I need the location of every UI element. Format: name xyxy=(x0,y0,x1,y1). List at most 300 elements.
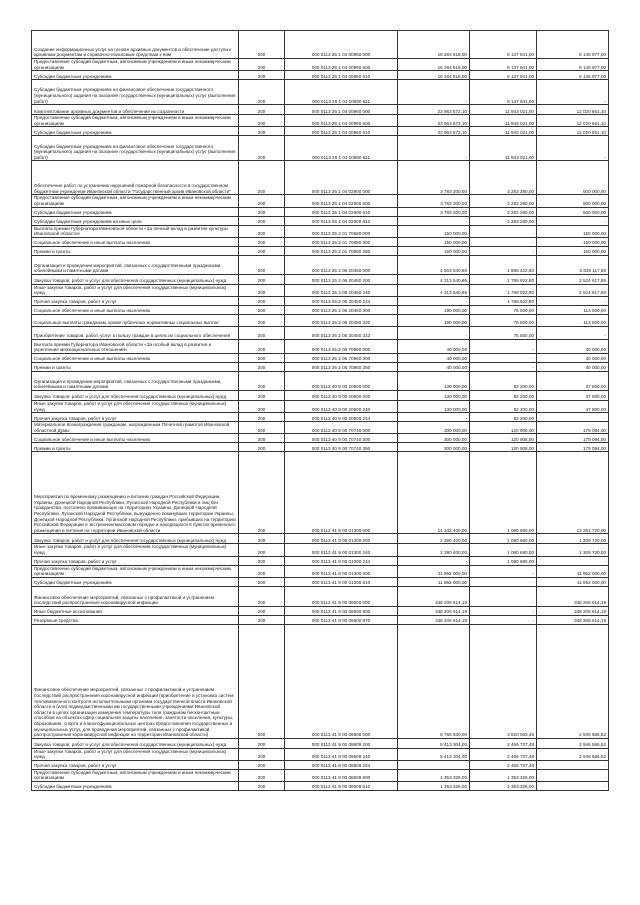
row-name-cell: Субсидии бюджетным учреждениям xyxy=(32,207,239,216)
row-budget-code-cell: 000 0113 41 9 00 08609 200 xyxy=(285,738,398,748)
row-executed-amount-cell: 11 943 021,00 xyxy=(470,105,537,115)
row-budget-code-cell: 000 0113 25 1 04 02900 610 xyxy=(285,207,398,216)
row-name-cell: Субсидии бюджетным учреждениям xyxy=(32,577,239,586)
row-budget-code-cell: 000 0113 41 9 00 08609 244 xyxy=(285,760,398,769)
row-budget-code-cell: 000 0113 25 2 01 70680 000 xyxy=(285,225,398,237)
row-remaining-amount-cell: 40 000,00 xyxy=(537,353,609,362)
row-name-cell: Премии и гранты xyxy=(32,443,239,452)
table-row xyxy=(32,59,609,71)
row-budget-code-cell: 000 0113 25 2 06 70960 000 xyxy=(285,339,398,353)
row-executed-amount-cell: 1 080 680,00 xyxy=(470,452,537,534)
row-approved-amount-cell: 300 000,00 xyxy=(398,434,470,443)
row-approved-amount-cell: 150 000,00 xyxy=(398,225,470,237)
table-row xyxy=(32,782,609,791)
table-row xyxy=(32,760,609,769)
table-row xyxy=(32,606,609,615)
row-approved-amount-cell: - xyxy=(398,760,470,769)
row-remaining-amount-cell: 348 206 614,19 xyxy=(537,615,609,624)
row-remaining-amount-cell: 348 206 614,19 xyxy=(537,586,609,606)
table-row xyxy=(32,127,609,136)
row-line-code-cell: 200 xyxy=(239,71,285,80)
row-remaining-amount-cell: 1 309 720,00 xyxy=(537,544,609,556)
row-budget-code-cell: 000 0113 25 2 06 20460 200 xyxy=(285,274,398,284)
table-row xyxy=(32,413,609,422)
table-row xyxy=(32,136,609,161)
row-name-cell: Резервные средства xyxy=(32,615,239,624)
row-budget-code-cell: 000 0113 41 9 00 08600 870 xyxy=(285,615,398,624)
row-name-cell: Финансовое обеспечение мероприятий, связанных с профилактикой и устранением последствий распространения коронавирусной инфекции (приобретение и установка систем тепловизионного контроля исполнительными органами государственной власти Ивановской области и (или) подведомственными им государственными учреждениями Ивановской области в целях организации измерения температуры тела гражданам бесконтактным способом на объектах сфер социальной защиты населения, занятости населения, культуры, образования, спорта и в многофункциональных центрах предоставления государственных и муниципальных услуг, для проведения мероприятий, связанных с профилактикой распространения коронавирусной инфекции на территории Ивановской области) xyxy=(32,624,239,738)
table-body xyxy=(32,31,609,791)
row-name-cell: Предоставление субсидий бюджетным, автономным учреждениям и иным некоммерческим организациям xyxy=(32,565,239,577)
row-line-code-cell: 200 xyxy=(239,105,285,115)
table-row xyxy=(32,769,609,781)
table-row xyxy=(32,422,609,434)
row-line-code-cell: 200 xyxy=(239,31,285,59)
table-row xyxy=(32,738,609,748)
table-row xyxy=(32,207,609,216)
row-name-cell: Закупка товаров, работ и услуг для обеспечения государственных (муниципальных) нужд xyxy=(32,534,239,544)
row-remaining-amount-cell: 12 020 651,10 xyxy=(537,105,609,115)
row-name-cell: Субсидии бюджетным учреждениям на иные цели xyxy=(32,216,239,225)
row-line-code-cell: 200 xyxy=(239,296,285,305)
row-remaining-amount-cell: 179 094,00 xyxy=(537,443,609,452)
row-line-code-cell: 200 xyxy=(239,422,285,434)
row-executed-amount-cell: 2 466 737,48 xyxy=(470,760,537,769)
row-line-code-cell: 200 xyxy=(239,738,285,748)
row-executed-amount-cell: 3 820 063,48 xyxy=(470,624,537,738)
row-executed-amount-cell: - xyxy=(470,606,537,615)
row-budget-code-cell: 000 0113 25 1 04 02900 612 xyxy=(285,216,398,225)
row-executed-amount-cell: 8 137 941,00 xyxy=(470,80,537,105)
row-remaining-amount-cell: - xyxy=(537,296,609,305)
row-remaining-amount-cell: 500 000,00 xyxy=(537,195,609,207)
row-budget-code-cell: 000 0113 25 2 06 70960 300 xyxy=(285,353,398,362)
row-executed-amount-cell: 2 466 737,48 xyxy=(470,738,537,748)
row-approved-amount-cell: 6 766 630,00 xyxy=(398,624,470,738)
row-executed-amount-cell: 76 500,00 xyxy=(470,314,537,326)
row-line-code-cell: 200 xyxy=(239,246,285,255)
row-line-code-cell: 200 xyxy=(239,284,285,296)
document-page xyxy=(31,30,608,791)
row-executed-amount-cell: 3 283 280,00 xyxy=(470,216,537,225)
row-name-cell: Субсидии бюджетным учреждениям xyxy=(32,127,239,136)
row-line-code-cell: 200 xyxy=(239,255,285,274)
row-remaining-amount-cell: 8 146 977,00 xyxy=(537,71,609,80)
row-budget-code-cell: 000 0113 25 1 04 00960 611 xyxy=(285,136,398,161)
row-remaining-amount-cell: 500 000,00 xyxy=(537,161,609,195)
row-line-code-cell: 200 xyxy=(239,80,285,105)
row-executed-amount-cell: 1 080 680,00 xyxy=(470,556,537,565)
row-budget-code-cell: 000 0113 25 2 01 70680 350 xyxy=(285,246,398,255)
table-row xyxy=(32,195,609,207)
row-executed-amount-cell: 120 906,00 xyxy=(470,443,537,452)
row-budget-code-cell: 000 0113 40 9 00 70740 350 xyxy=(285,443,398,452)
row-line-code-cell: 200 xyxy=(239,534,285,544)
row-budget-code-cell: 000 0113 25 1 04 00950 600 xyxy=(285,59,398,71)
row-remaining-amount-cell: 2 638 117,86 xyxy=(537,255,609,274)
row-name-cell: Иные бюджетные ассигнования xyxy=(32,606,239,615)
row-remaining-amount-cell: 2 946 566,52 xyxy=(537,748,609,760)
row-executed-amount-cell: 82 200,00 xyxy=(470,413,537,422)
row-name-cell: Иные закупки товаров, работ и услуг для обеспечения государственных (муниципальных) нужд xyxy=(32,400,239,412)
row-name-cell: Иные закупки товаров, работ и услуг для обеспечения государственных (муниципальных) нужд xyxy=(32,544,239,556)
table-row xyxy=(32,115,609,127)
table-row xyxy=(32,534,609,544)
row-line-code-cell: 200 xyxy=(239,274,285,284)
row-line-code-cell: 200 xyxy=(239,353,285,362)
row-remaining-amount-cell: 348 206 614,19 xyxy=(537,606,609,615)
row-budget-code-cell: 000 0113 25 1 04 00950 610 xyxy=(285,71,398,80)
row-approved-amount-cell: 40 000,00 xyxy=(398,353,470,362)
row-executed-amount-cell: - xyxy=(470,225,537,237)
row-name-cell: Субсидии бюджетным учреждениям xyxy=(32,782,239,791)
table-row xyxy=(32,80,609,105)
budget-execution-table xyxy=(31,30,609,791)
row-approved-amount-cell: 150 000,00 xyxy=(398,237,470,246)
row-budget-code-cell: 000 0113 41 9 00 08609 610 xyxy=(285,782,398,791)
row-executed-amount-cell: - xyxy=(470,565,537,577)
table-row xyxy=(32,246,609,255)
row-budget-code-cell: 000 0113 25 1 04 00950 611 xyxy=(285,80,398,105)
row-executed-amount-cell: 76 500,00 xyxy=(470,326,537,339)
row-budget-code-cell: 000 0113 40 9 00 70740 000 xyxy=(285,422,398,434)
row-name-cell: Социальное обеспечение и иные выплаты населению xyxy=(32,305,239,314)
row-line-code-cell: 200 xyxy=(239,362,285,371)
row-approved-amount-cell: 348 206 614,19 xyxy=(398,606,470,615)
row-approved-amount-cell: 5 413 304,00 xyxy=(398,748,470,760)
row-executed-amount-cell: 3 283 280,00 xyxy=(470,207,537,216)
row-executed-amount-cell: 82 200,00 xyxy=(470,390,537,400)
row-remaining-amount-cell: 2 946 566,52 xyxy=(537,738,609,748)
table-row xyxy=(32,296,609,305)
row-executed-amount-cell: - xyxy=(470,246,537,255)
row-executed-amount-cell: 1 353 326,00 xyxy=(470,782,537,791)
row-approved-amount-cell: 130 000,00 xyxy=(398,371,470,390)
row-name-cell: Предоставление субсидий бюджетным, автономным учреждениям и иным некоммерческим организациям xyxy=(32,195,239,207)
row-executed-amount-cell: 1 865 422,80 xyxy=(470,255,537,274)
row-executed-amount-cell: - xyxy=(470,577,537,586)
row-line-code-cell: 200 xyxy=(239,434,285,443)
row-approved-amount-cell: 4 503 540,66 xyxy=(398,255,470,274)
row-line-code-cell: 200 xyxy=(239,161,285,195)
table-row xyxy=(32,255,609,274)
table-row xyxy=(32,105,609,115)
row-name-cell: Выплата премии Губернатора Ивановской области «За особый вклад в развитие и укрепление межнациональных отношений» xyxy=(32,339,239,353)
row-line-code-cell: 200 xyxy=(239,390,285,400)
table-row xyxy=(32,586,609,606)
row-approved-amount-cell: 40 000,00 xyxy=(398,339,470,353)
row-line-code-cell: 200 xyxy=(239,782,285,791)
row-line-code-cell: 200 xyxy=(239,606,285,615)
row-budget-code-cell: 000 0113 25 2 01 70680 300 xyxy=(285,237,398,246)
row-line-code-cell: 200 xyxy=(239,586,285,606)
row-approved-amount-cell: 4 313 540,66 xyxy=(398,284,470,296)
row-name-cell: Иные закупки товаров, работ и услуг для обеспечения государственных (муниципальных) нужд xyxy=(32,748,239,760)
table-row xyxy=(32,284,609,296)
row-approved-amount-cell: 11 952 000,00 xyxy=(398,565,470,577)
row-approved-amount-cell: 14 342 400,00 xyxy=(398,452,470,534)
row-remaining-amount-cell: 47 800,00 xyxy=(537,390,609,400)
table-row xyxy=(32,577,609,586)
row-remaining-amount-cell: - xyxy=(537,326,609,339)
row-budget-code-cell: 000 0113 41 9 00 08609 000 xyxy=(285,624,398,738)
row-name-cell: Прочая закупка товаров, работ и услуг xyxy=(32,556,239,565)
table-row xyxy=(32,71,609,80)
row-executed-amount-cell: - xyxy=(470,353,537,362)
row-remaining-amount-cell: 11 952 000,00 xyxy=(537,565,609,577)
table-row xyxy=(32,565,609,577)
row-remaining-amount-cell: 11 952 000,00 xyxy=(537,577,609,586)
row-executed-amount-cell: 1 788 922,80 xyxy=(470,274,537,284)
row-executed-amount-cell: 8 137 941,00 xyxy=(470,59,537,71)
row-line-code-cell: 200 xyxy=(239,225,285,237)
row-name-cell: Предоставление субсидий бюджетным, автономным учреждениям и иным некоммерческим организациям xyxy=(32,115,239,127)
row-remaining-amount-cell: - xyxy=(537,760,609,769)
row-budget-code-cell: 000 0113 40 9 00 70740 300 xyxy=(285,434,398,443)
row-approved-amount-cell: 23 963 672,10 xyxy=(398,105,470,115)
row-name-cell: Материальное вознаграждение гражданам, награжденным Почетной грамотой Ивановской областной Думы xyxy=(32,422,239,434)
row-approved-amount-cell: - xyxy=(398,326,470,339)
row-budget-code-cell: 000 0113 25 2 06 20460 320 xyxy=(285,314,398,326)
table-row xyxy=(32,274,609,284)
row-executed-amount-cell: 8 137 941,00 xyxy=(470,31,537,59)
row-name-cell: Прочая закупка товаров, работ и услуг xyxy=(32,413,239,422)
row-budget-code-cell: 000 0113 41 9 00 01300 240 xyxy=(285,544,398,556)
row-name-cell: Мероприятия по временному размещению и питанию граждан Российской Федерации, Украины, Донецкой Народной Республики, Луганской Народной Республики и лиц без гражданства, постоянно проживающих на территориях Украины, Донецкой Народной Республики, Луганской Народной Республики, вынужденно покинувших территории Украины, Донецкой Народной Республики, Луганской Народной Республики, прибывших на территорию Российской Федерации в экстренном массовом порядке и находящихся в пунктах временного размещения и питания на территории Ивановской области xyxy=(32,452,239,534)
table-row xyxy=(32,400,609,412)
row-approved-amount-cell: - xyxy=(398,556,470,565)
row-remaining-amount-cell: 40 000,00 xyxy=(537,362,609,371)
row-name-cell: Социальное обеспечение и иные выплаты населению xyxy=(32,353,239,362)
table-row xyxy=(32,371,609,390)
table-row xyxy=(32,362,609,371)
row-remaining-amount-cell: 113 500,00 xyxy=(537,305,609,314)
table-row xyxy=(32,443,609,452)
row-approved-amount-cell: 5 413 304,00 xyxy=(398,738,470,748)
row-line-code-cell: 200 xyxy=(239,624,285,738)
row-remaining-amount-cell: 47 800,00 xyxy=(537,371,609,390)
row-name-cell: Закупка товаров, работ и услуг для обеспечения государственных (муниципальных) нужд xyxy=(32,738,239,748)
table-row xyxy=(32,31,609,59)
row-executed-amount-cell: 1 788 922,80 xyxy=(470,284,537,296)
table-row xyxy=(32,748,609,760)
row-remaining-amount-cell: 2 524 617,86 xyxy=(537,274,609,284)
row-budget-code-cell: 000 0113 41 9 00 08609 600 xyxy=(285,769,398,781)
row-approved-amount-cell: 150 000,00 xyxy=(398,246,470,255)
row-executed-amount-cell: 1 080 680,00 xyxy=(470,534,537,544)
row-approved-amount-cell: 4 313 540,66 xyxy=(398,274,470,284)
row-budget-code-cell: 000 0113 41 9 00 08609 240 xyxy=(285,748,398,760)
row-name-cell: Обеспечение работ по устранению нарушений пожарной безопасности в государственном бюджетном учреждении Ивановской области "Государственный архив Ивановской области" xyxy=(32,161,239,195)
row-remaining-amount-cell: 500 000,00 xyxy=(537,207,609,216)
row-approved-amount-cell: 1 353 326,00 xyxy=(398,769,470,781)
row-name-cell: Закупка товаров, работ и услуг для обеспечения государственных (муниципальных) нужд xyxy=(32,274,239,284)
row-approved-amount-cell: 190 000,00 xyxy=(398,305,470,314)
row-name-cell: Субсидии бюджетным учреждениям на финансовое обеспечение государственного (муниципального) задания на оказание государственных (муниципальных) услуг (выполнение работ) xyxy=(32,80,239,105)
row-executed-amount-cell: 120 906,00 xyxy=(470,434,537,443)
row-remaining-amount-cell: - xyxy=(537,782,609,791)
row-name-cell: Финансовое обеспечение мероприятий, связанных с профилактикой и устранением последствий распространения коронавирусной инфекции xyxy=(32,586,239,606)
row-name-cell: Социальные выплаты гражданам, кроме публичных нормативных социальных выплат xyxy=(32,314,239,326)
row-executed-amount-cell: 11 943 021,00 xyxy=(470,127,537,136)
row-approved-amount-cell: - xyxy=(398,296,470,305)
row-remaining-amount-cell: 12 020 651,10 xyxy=(537,115,609,127)
row-budget-code-cell: 000 0113 40 9 00 20500 240 xyxy=(285,400,398,412)
row-name-cell: Прочая закупка товаров, работ и услуг xyxy=(32,760,239,769)
row-remaining-amount-cell: 40 000,00 xyxy=(537,339,609,353)
row-budget-code-cell: 000 0113 40 9 00 20500 000 xyxy=(285,371,398,390)
row-name-cell: Комплектование архивных документов и обеспечение их сохранности xyxy=(32,105,239,115)
table-row xyxy=(32,434,609,443)
row-line-code-cell: 200 xyxy=(239,443,285,452)
row-executed-amount-cell: 11 943 021,00 xyxy=(470,136,537,161)
row-executed-amount-cell: - xyxy=(470,615,537,624)
row-approved-amount-cell: 190 000,00 xyxy=(398,314,470,326)
row-remaining-amount-cell: - xyxy=(537,136,609,161)
row-remaining-amount-cell: 47 800,00 xyxy=(537,400,609,412)
table-row xyxy=(32,216,609,225)
row-name-cell: Премии и гранты xyxy=(32,246,239,255)
row-budget-code-cell: 000 0113 25 2 06 70960 350 xyxy=(285,362,398,371)
table-row xyxy=(32,237,609,246)
row-executed-amount-cell: 1 353 326,00 xyxy=(470,769,537,781)
table-row xyxy=(32,339,609,353)
row-line-code-cell: 200 xyxy=(239,115,285,127)
table-row xyxy=(32,556,609,565)
row-name-cell: Выплата премии Губернатора Ивановской области «За личный вклад в развитие культуры Ивановской области» xyxy=(32,225,239,237)
row-line-code-cell: 200 xyxy=(239,195,285,207)
row-name-cell: Субсидии бюджетным учреждениям xyxy=(32,71,239,80)
table-row xyxy=(32,452,609,534)
row-budget-code-cell: 000 0113 41 9 00 08600 800 xyxy=(285,606,398,615)
row-line-code-cell: 200 xyxy=(239,565,285,577)
table-row xyxy=(32,225,609,237)
row-remaining-amount-cell: 13 261 720,00 xyxy=(537,452,609,534)
row-budget-code-cell: 000 0113 25 1 04 02900 000 xyxy=(285,161,398,195)
row-name-cell: Приобретение товаров, работ, услуг в пользу граждан в целях их социального обеспечения xyxy=(32,326,239,339)
row-budget-code-cell: 000 0113 40 9 00 20500 244 xyxy=(285,413,398,422)
row-remaining-amount-cell: - xyxy=(537,556,609,565)
row-budget-code-cell: 000 0113 25 2 06 20460 244 xyxy=(285,296,398,305)
row-line-code-cell: 200 xyxy=(239,760,285,769)
row-executed-amount-cell: 2 466 737,48 xyxy=(470,748,537,760)
row-budget-code-cell: 000 0113 25 1 04 00960 600 xyxy=(285,115,398,127)
row-executed-amount-cell: 3 283 280,00 xyxy=(470,161,537,195)
row-line-code-cell: 200 xyxy=(239,413,285,422)
row-name-cell: Иные закупки товаров, работ и услуг для обеспечения государственных (муниципальных) нужд xyxy=(32,284,239,296)
row-remaining-amount-cell: 150 000,00 xyxy=(537,225,609,237)
row-approved-amount-cell: - xyxy=(398,80,470,105)
row-line-code-cell: 200 xyxy=(239,136,285,161)
row-name-cell: Организация и проведение мероприятий, связанных с государственными праздниками, юбилейными и памятными датами xyxy=(32,255,239,274)
row-executed-amount-cell: - xyxy=(470,586,537,606)
row-name-cell: Организация и проведение мероприятий, связанных с государственными праздниками, юбилейными и памятными датами xyxy=(32,371,239,390)
row-approved-amount-cell: 1 353 326,00 xyxy=(398,782,470,791)
row-budget-code-cell: 000 0113 41 9 00 01300 244 xyxy=(285,556,398,565)
row-executed-amount-cell: 3 283 280,00 xyxy=(470,195,537,207)
row-line-code-cell: 200 xyxy=(239,615,285,624)
row-remaining-amount-cell: 179 094,00 xyxy=(537,422,609,434)
table-row xyxy=(32,314,609,326)
row-executed-amount-cell: 11 943 021,00 xyxy=(470,115,537,127)
row-approved-amount-cell: 348 206 614,19 xyxy=(398,586,470,606)
row-remaining-amount-cell: - xyxy=(537,413,609,422)
row-approved-amount-cell: 300 000,00 xyxy=(398,443,470,452)
row-budget-code-cell: 000 0113 41 9 00 01300 000 xyxy=(285,452,398,534)
row-executed-amount-cell: - xyxy=(470,237,537,246)
row-approved-amount-cell: 11 952 000,00 xyxy=(398,577,470,586)
table-row xyxy=(32,624,609,738)
row-line-code-cell: 200 xyxy=(239,127,285,136)
row-approved-amount-cell: 130 000,00 xyxy=(398,390,470,400)
row-approved-amount-cell: - xyxy=(398,136,470,161)
row-remaining-amount-cell: 8 146 977,00 xyxy=(537,31,609,59)
table-row xyxy=(32,326,609,339)
row-remaining-amount-cell: 150 000,00 xyxy=(537,237,609,246)
row-executed-amount-cell: - xyxy=(470,362,537,371)
row-budget-code-cell: 000 0113 41 9 00 08600 000 xyxy=(285,586,398,606)
row-approved-amount-cell: 130 000,00 xyxy=(398,400,470,412)
row-approved-amount-cell: 3 783 200,00 xyxy=(398,207,470,216)
row-name-cell: Предоставление субсидий бюджетным, автономным учреждениям и иным некоммерческим организациям xyxy=(32,769,239,781)
table-row xyxy=(32,615,609,624)
table-row xyxy=(32,305,609,314)
row-line-code-cell: 200 xyxy=(239,339,285,353)
row-executed-amount-cell: - xyxy=(470,339,537,353)
row-line-code-cell: 200 xyxy=(239,371,285,390)
row-line-code-cell: 200 xyxy=(239,748,285,760)
row-approved-amount-cell: 16 284 918,00 xyxy=(398,31,470,59)
row-budget-code-cell: 000 0113 25 1 04 00960 610 xyxy=(285,127,398,136)
row-remaining-amount-cell: 113 500,00 xyxy=(537,314,609,326)
table-row xyxy=(32,390,609,400)
row-name-cell: Социальное обеспечение и иные выплаты населению xyxy=(32,237,239,246)
row-remaining-amount-cell: 12 020 651,10 xyxy=(537,127,609,136)
row-budget-code-cell: 000 0113 41 9 00 01300 200 xyxy=(285,534,398,544)
row-name-cell: Премии и гранты xyxy=(32,362,239,371)
row-line-code-cell: 200 xyxy=(239,216,285,225)
row-budget-code-cell: 000 0113 25 2 06 20460 300 xyxy=(285,305,398,314)
row-remaining-amount-cell: 179 094,00 xyxy=(537,434,609,443)
row-remaining-amount-cell: - xyxy=(537,80,609,105)
row-budget-code-cell: 000 0113 25 1 04 02900 600 xyxy=(285,195,398,207)
table-row xyxy=(32,544,609,556)
row-executed-amount-cell: 8 137 941,00 xyxy=(470,71,537,80)
row-line-code-cell: 200 xyxy=(239,59,285,71)
row-budget-code-cell: 000 0113 25 2 06 20460 240 xyxy=(285,284,398,296)
row-approved-amount-cell: 300 000,00 xyxy=(398,422,470,434)
row-name-cell: Прочая закупка товаров, работ и услуг xyxy=(32,296,239,305)
row-approved-amount-cell: 40 000,00 xyxy=(398,362,470,371)
row-budget-code-cell: 000 0113 25 2 06 20460 323 xyxy=(285,326,398,339)
row-approved-amount-cell: 23 963 672,10 xyxy=(398,127,470,136)
row-name-cell: Предоставление субсидий бюджетным, автономным учреждениям и иным некоммерческим организациям xyxy=(32,59,239,71)
row-line-code-cell: 200 xyxy=(239,544,285,556)
row-line-code-cell: 200 xyxy=(239,452,285,534)
row-remaining-amount-cell: 2 524 617,86 xyxy=(537,284,609,296)
row-approved-amount-cell: 16 284 918,00 xyxy=(398,71,470,80)
row-approved-amount-cell: 348 206 614,19 xyxy=(398,615,470,624)
row-remaining-amount-cell: 2 946 566,52 xyxy=(537,624,609,738)
row-budget-code-cell: 000 0113 25 2 06 20460 000 xyxy=(285,255,398,274)
row-executed-amount-cell: 1 080 680,00 xyxy=(470,544,537,556)
row-name-cell: Закупка товаров, работ и услуг для обеспечения государственных (муниципальных) нужд xyxy=(32,390,239,400)
row-executed-amount-cell: 76 500,00 xyxy=(470,305,537,314)
row-line-code-cell: 200 xyxy=(239,577,285,586)
row-remaining-amount-cell: - xyxy=(537,216,609,225)
row-line-code-cell: 200 xyxy=(239,314,285,326)
row-approved-amount-cell: 3 783 200,00 xyxy=(398,195,470,207)
